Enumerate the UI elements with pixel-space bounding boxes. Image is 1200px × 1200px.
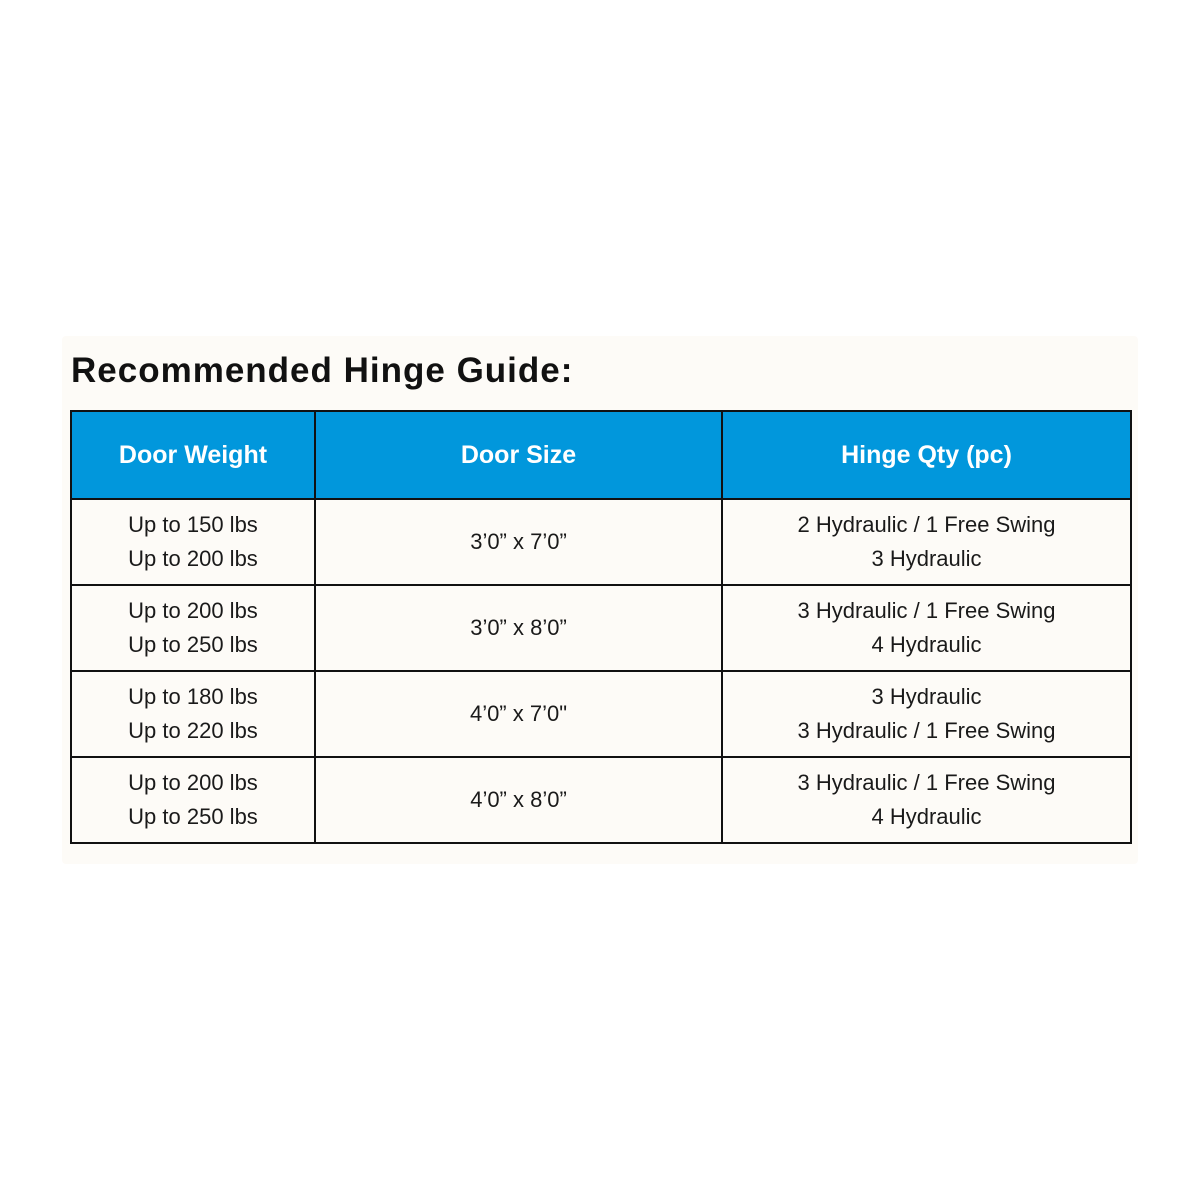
door-weight-value: Up to 200 lbs: [128, 546, 258, 571]
door-size-cell: 4’0” x 7’0": [315, 671, 722, 757]
door-size-cell: 3’0” x 7’0”: [315, 499, 722, 585]
hinge-qty-cell: [722, 757, 1131, 843]
table-row: [71, 757, 1131, 843]
hinge-qty-value: 4 Hydraulic: [871, 632, 982, 657]
table-row: [71, 671, 1131, 757]
hinge-qty-value: 3 Hydraulic / 1 Free Swing: [797, 770, 1056, 795]
door-weight-value: Up to 150 lbs: [128, 512, 258, 537]
door-weight-value: Up to 180 lbs: [128, 684, 258, 709]
door-weight-cell: [71, 585, 315, 671]
hinge-qty-cell: [722, 499, 1131, 585]
hinge-qty-value: 2 Hydraulic / 1 Free Swing: [797, 512, 1056, 537]
door-weight-value: Up to 220 lbs: [128, 718, 258, 743]
hinge-qty-value: 3 Hydraulic: [871, 684, 982, 709]
door-weight-value: Up to 200 lbs: [128, 598, 258, 623]
table-header-row: [71, 411, 1131, 499]
hinge-qty-cell: [722, 585, 1131, 671]
header-door-size: Door Size: [315, 411, 722, 499]
hinge-qty-value: 3 Hydraulic / 1 Free Swing: [797, 718, 1056, 743]
hinge-qty-cell: [722, 671, 1131, 757]
hinge-qty-value: 4 Hydraulic: [871, 804, 982, 829]
header-door-weight: Door Weight: [71, 411, 315, 499]
table-row: [71, 499, 1131, 585]
page-title: Recommended Hinge Guide:: [71, 351, 574, 390]
door-weight-cell: [71, 671, 315, 757]
door-weight-cell: [71, 757, 315, 843]
hinge-qty-value: 3 Hydraulic: [871, 546, 982, 571]
door-weight-value: Up to 250 lbs: [128, 632, 258, 657]
table-row: [71, 585, 1131, 671]
hinge-qty-value: 3 Hydraulic / 1 Free Swing: [797, 598, 1056, 623]
door-weight-value: Up to 250 lbs: [128, 804, 258, 829]
door-weight-value: Up to 200 lbs: [128, 770, 258, 795]
header-hinge-qty: Hinge Qty (pc): [722, 411, 1131, 499]
hinge-guide-table: [70, 410, 1132, 844]
door-size-cell: 3’0” x 8’0”: [315, 585, 722, 671]
door-weight-cell: [71, 499, 315, 585]
door-size-cell: 4’0” x 8’0”: [315, 757, 722, 843]
